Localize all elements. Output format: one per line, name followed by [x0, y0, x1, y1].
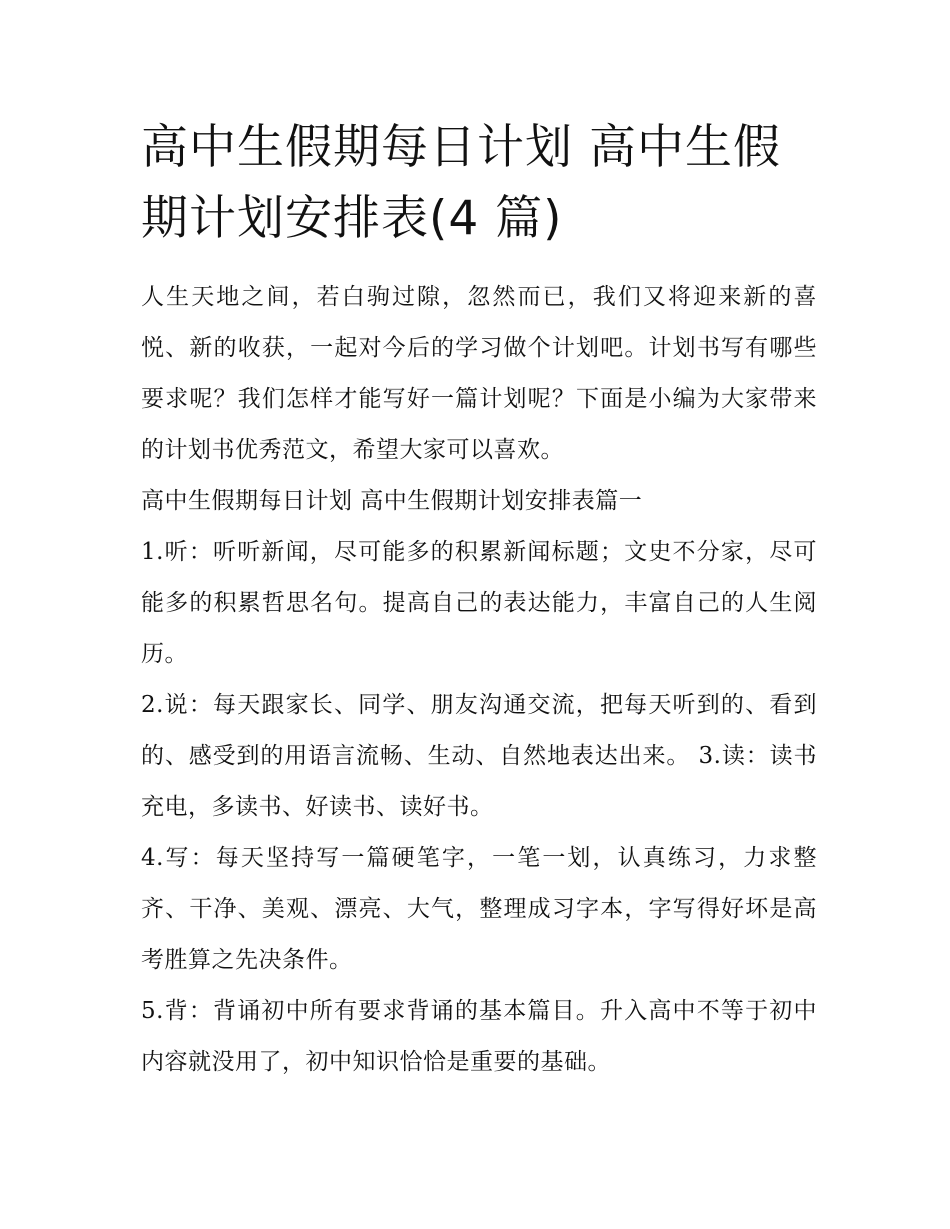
document-page	[141, 112, 817, 1088]
item-speak-read: 2.说：每天跟家长、同学、朋友沟通交流，把每天听到的、看到的、感受到的用语言流畅、生动、自然地表达出来。 3.读：读书充电，多读书、好读书、读好书。	[141, 692, 817, 820]
item-write: 4.写：每天坚持写一篇硬笔字，一笔一划，认真练习，力求整齐、干净、美观、漂亮、大气，整理成习字本，字写得好坏是高考胜算之先决条件。	[141, 845, 817, 973]
document-title: 高中生假期每日计划 高中生假期计划安排表(4 篇)	[141, 120, 781, 246]
item-recite: 5.背：背诵初中所有要求背诵的基本篇目。升入高中不等于初中内容就没用了，初中知识恰恰是重要的基础。	[141, 998, 817, 1075]
section-heading: 高中生假期每日计划 高中生假期计划安排表篇一	[141, 488, 643, 514]
intro-paragraph: 人生天地之间，若白驹过隙，忽然而已，我们又将迎来新的喜悦、新的收获，一起对今后的学习做个计划吧。计划书写有哪些要求呢？我们怎样才能写好一篇计划呢？下面是小编为大家带来的计划书优秀范文，希望大家可以喜欢。	[141, 284, 817, 463]
item-listen: 1.听：听听新闻，尽可能多的积累新闻标题；文史不分家，尽可能多的积累哲思名句。提高自己的表达能力，丰富自己的人生阅历。	[141, 539, 817, 667]
